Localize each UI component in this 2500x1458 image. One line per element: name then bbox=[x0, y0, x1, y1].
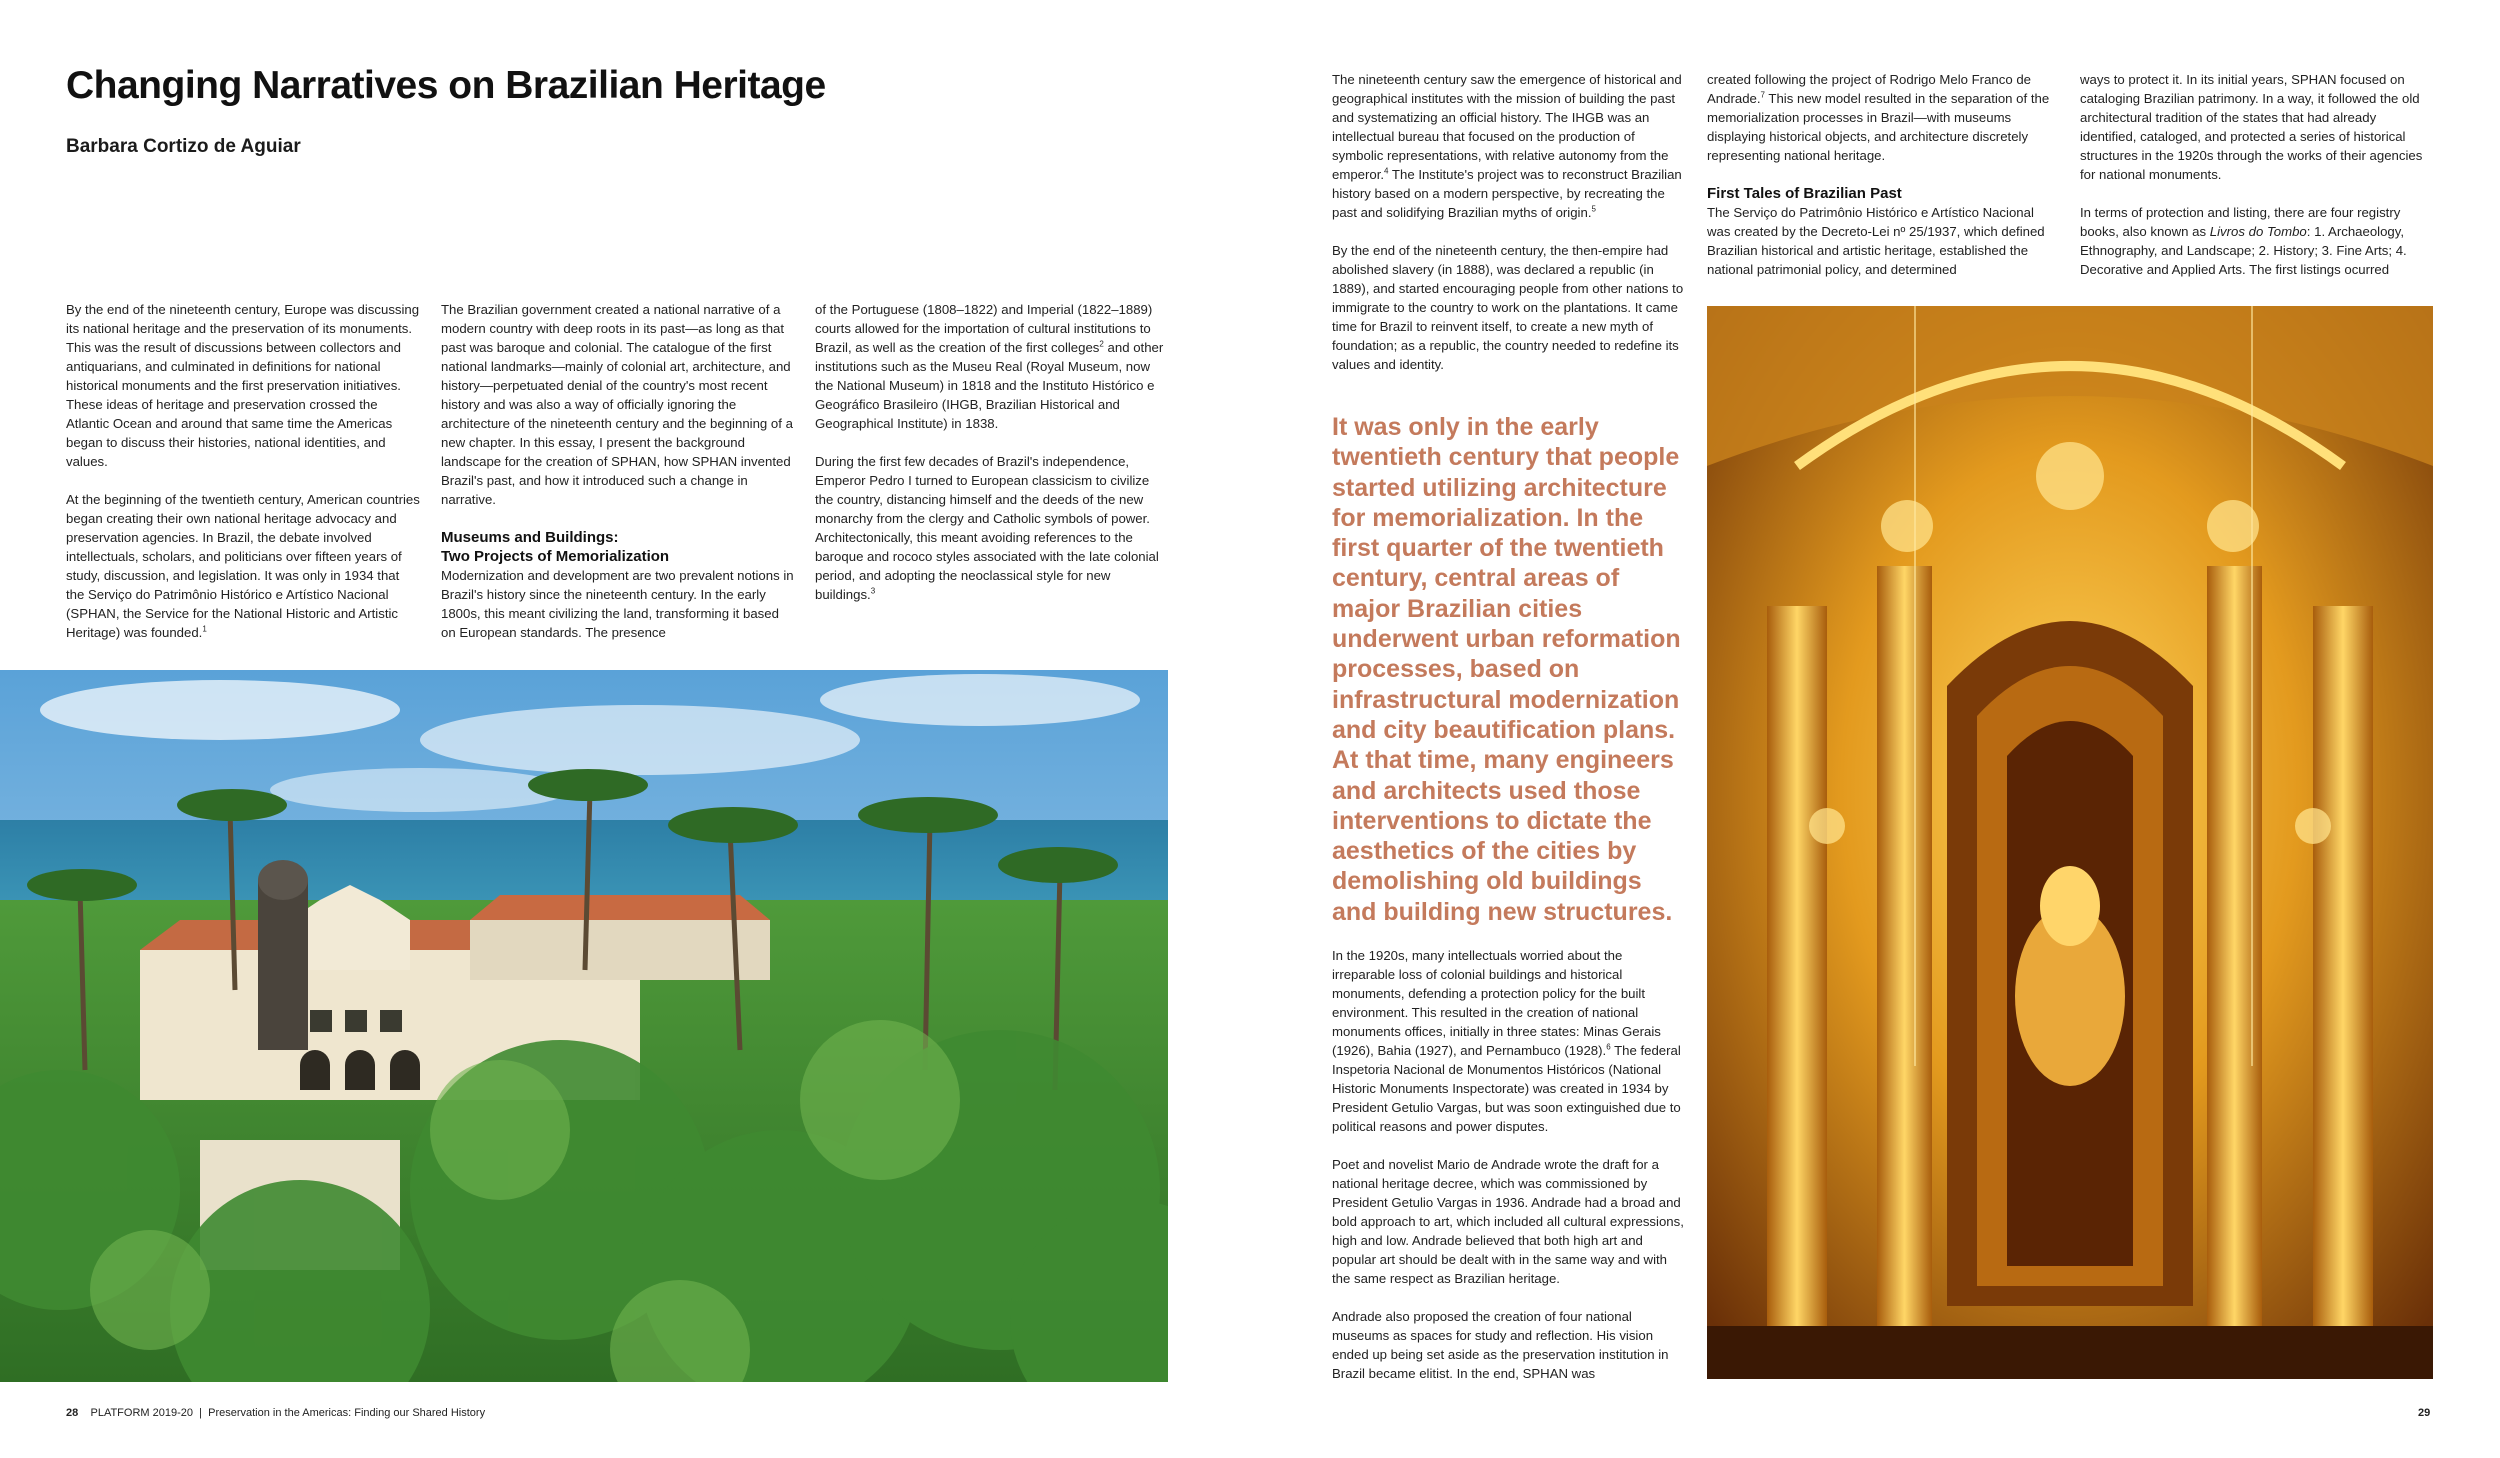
paragraph: In the 1920s, many intellectuals worried about the irreparable loss of colonial buildings and historical monuments, defending a protection policy for the built environment. This resulted in the creation of national monuments offices, initially in three states: Minas Gerais (1926), Bahia (1927), and Pernambuco (1928).$^6$ The federal Inspetoria Nacional de Monumentos Históricos (National Historic Monuments Inspectorate) was created in 1934 by President Getulio Vargas, but was soon extinguished due to political reasons and power disputes. bbox=[1332, 948, 1681, 1134]
paragraph: of the Portuguese (1808–1822) and Imperial (1822–1889) courts allowed for the importation of cultural institutions to Brazil, as well as the creation of the first colleges$^2$ and other institutions such as the Museu Real (Royal Museum, now the National Museum) in 1818 and the Instituto Histórico e Geográfico Brasileiro (IHGB, Brazilian Historical and Geographical Institute) in 1838. bbox=[815, 302, 1164, 431]
article-author: Barbara Cortizo de Aguiar bbox=[66, 136, 301, 157]
section-heading: First Tales of Brazilian Past bbox=[1707, 185, 1902, 202]
footer-right bbox=[2418, 1407, 2430, 1419]
footnote-ref: 4 bbox=[1384, 166, 1389, 176]
footnote-ref: 3 bbox=[870, 586, 876, 596]
pull-quote: It was only in the early twentieth century that people started utilizing architecture for memorialization. In the first quarter of the twentieth century, central areas of major Brazilian cities underwent urban reformation processes, based on infrastructural modernization and city beautification plans. At that time, many engineers and architects used those interventions to dictate the aesthetics of the cities by demolishing old buildings and building new structures. bbox=[1332, 413, 1681, 926]
paragraph: Poet and novelist Mario de Andrade wrote the draft for a national heritage decree, which was commissioned by President Getulio Vargas in 1936. Andrade had a broad and bold approach to art, which included all cultural expressions, high and low. Andrade believed that both high art and popular art should be dealt with in the same way and with the same respect as Brazilian heritage. bbox=[1332, 1157, 1684, 1286]
issue-title: Preservation in the Americas: Finding our Shared History bbox=[208, 1407, 486, 1419]
gilded-altar-photo bbox=[1707, 306, 2433, 1379]
paragraph: created following the project of Rodrigo Melo Franco de Andrade.$^7$ This new model resulted in the separation of the memorialization processes in Brazil—with museums displaying historical objects, and architecture discretely representing national heritage. bbox=[1707, 72, 2050, 163]
footnote-ref: 7 bbox=[1760, 90, 1765, 100]
footer-separator: | bbox=[199, 1407, 202, 1419]
section-heading: Museums and Buildings: Two Projects of Memorialization bbox=[441, 529, 670, 565]
right-column-3 bbox=[2080, 70, 2435, 279]
left-column-3 bbox=[815, 300, 1168, 604]
footnote-ref: 6 bbox=[1606, 1042, 1611, 1052]
left-column-2 bbox=[441, 300, 794, 642]
footnote-ref: 2 bbox=[1099, 339, 1104, 349]
right-column-2 bbox=[1707, 70, 2057, 279]
paragraph: In terms of protection and listing, there are four registry books, also known as Livros do Tombo: 1. Archaeology, Ethnography, and Landscape; 2. History; 3. Fine Arts; 4. Decorative and Applied Arts. The first listings ocurred bbox=[2080, 205, 2407, 277]
footer-left bbox=[66, 1407, 485, 1419]
article-title: Changing Narratives on Brazilian Heritage bbox=[66, 64, 826, 107]
paragraph: By the end of the nineteenth century, the then-empire had abolished slavery (in 1888), was declared a republic (in 1889), and started encouraging people from other nations to immigrate to the country to work on the plantations. It came time for Brazil to reinvent itself, to create a new myth of foundation; as a republic, the country needed to redefine its values and identity. bbox=[1332, 243, 1684, 372]
right-column-1 bbox=[1332, 70, 1687, 374]
footnote-ref: 5 bbox=[1591, 204, 1596, 214]
paragraph: Andrade also proposed the creation of four national museums as spaces for study and reflection. His vision ended up being set aside as the preservation institution in Brazil became elitist. In the end, SPHAN was bbox=[1332, 1309, 1669, 1381]
left-column-1 bbox=[66, 300, 421, 642]
publication-name: PLATFORM 2019-20 bbox=[90, 1407, 193, 1419]
paragraph: The Serviço do Patrimônio Histórico e Artístico Nacional was created by the Decreto-Lei nº 25/1937, which defined Brazilian historical and artistic heritage, established the national patrimonial policy, and determined bbox=[1707, 205, 2045, 277]
paragraph: The Brazilian government created a national narrative of a modern country with deep roots in its past—as long as that past was baroque and colonial. The catalogue of the first national landmarks—mainly of colonial art, architecture, and history—perpetuated denial of the country's most recent history and was also a way of officially ignoring the architecture of the nineteenth century and the beginning of a new chapter. In this essay, I present the background landscape for the creation of SPHAN, how SPHAN invented Brazil's past, and how it introduced such a change in narrative. bbox=[441, 302, 793, 507]
footnote-ref: 1 bbox=[202, 624, 207, 634]
paragraph: ways to protect it. In its initial years, SPHAN focused on cataloging Brazilian patrimony. In a way, it followed the old architectural tradition of the states that had already identified, cataloged, and protected a series of historical structures in the 1920s through the works of their agencies for national monuments. bbox=[2080, 72, 2423, 182]
convent-landscape-photo bbox=[0, 670, 1168, 1382]
paragraph: By the end of the nineteenth century, Europe was discussing its national heritage and the preservation of its monuments. This was the result of discussions between collectors and antiquarians, and culminated in definitions for national historical monuments and the first preservation initiatives. These ideas of heritage and preservation crossed the Atlantic Ocean and around that same time the Americas began to discuss their histories, national identities, and values. bbox=[66, 302, 420, 469]
paragraph: The nineteenth century saw the emergence of historical and geographical institutes with the mission of building the past and systematizing an official history. The IHGB was an intellectual bureau that focused on the production of symbolic representations, with relative autonomy from the emperor.$^4$ The Institute's project was to reconstruct Brazilian history based on a modern perspective, by recreating the past and solidifying Brazilian myths of origin.$^5$ bbox=[1332, 72, 1682, 220]
right-column-1-lower bbox=[1332, 946, 1687, 1383]
page-number: 29 bbox=[2418, 1407, 2431, 1419]
paragraph: At the beginning of the twentieth century, American countries began creating their own national heritage advocacy and preservation agencies. In Brazil, the debate involved intellectuals, scholars, and politicians over fifteen years of study, discussion, and legislation. It was only in 1934 that the Serviço do Patrimônio Histórico e Artístico Nacional (SPHAN, the Service for the National Historic and Artistic Heritage) was founded.$^1$ bbox=[66, 492, 420, 640]
paragraph: Modernization and development are two prevalent notions in Brazil's history since the nineteenth century. In the early 1800s, this meant civilizing the land, transforming it based on European standards. The presence bbox=[441, 568, 794, 640]
page-number: 28 bbox=[66, 1407, 79, 1419]
paragraph: During the first few decades of Brazil's independence, Emperor Pedro I turned to European classicism to civilize the country, distancing himself and the deeds of the new monarchy from the clergy and Catholic symbols of power. Architectonically, this meant avoiding references to the baroque and rococo styles associated with the late colonial period, and adopting the neoclassical style for new buildings.$^3$ bbox=[815, 454, 1159, 602]
